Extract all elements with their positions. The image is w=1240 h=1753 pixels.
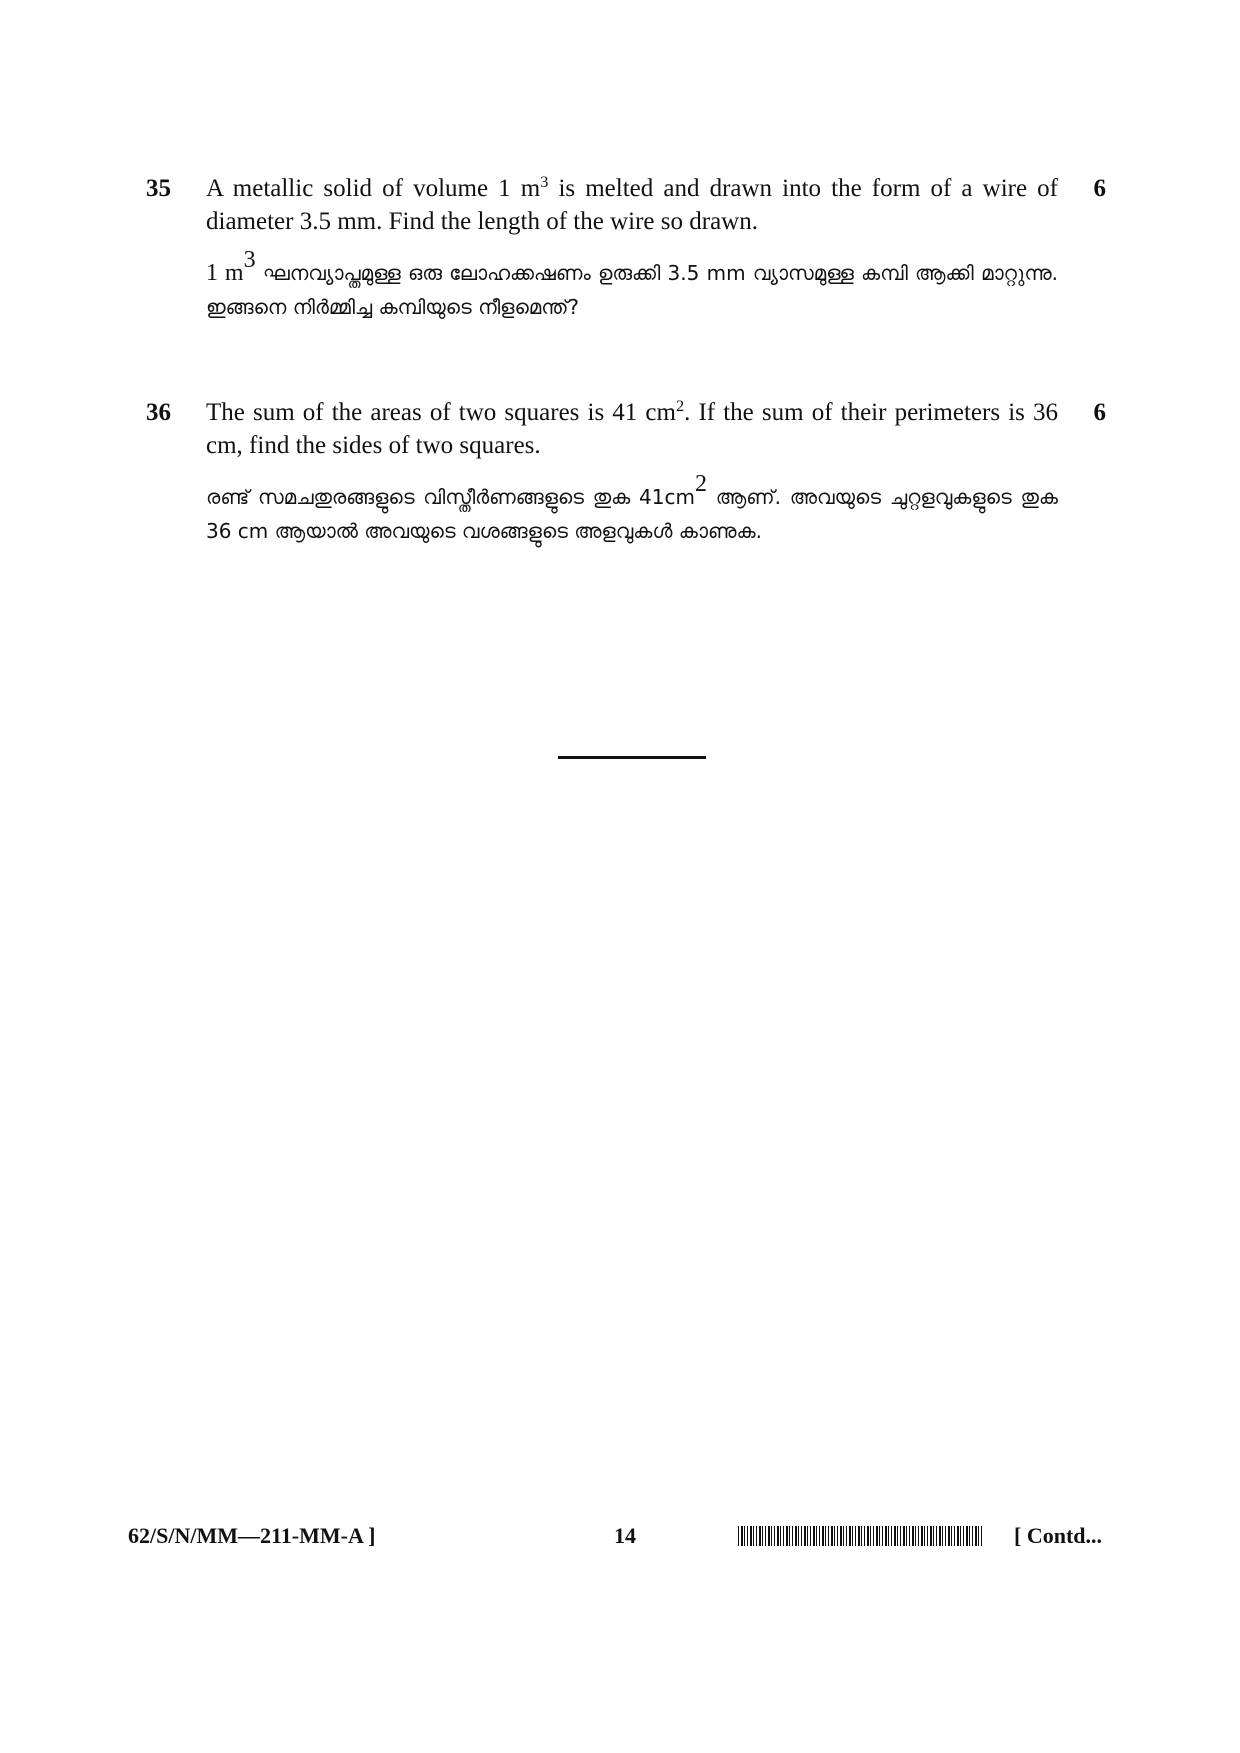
question-marks: 6 — [1093, 175, 1106, 202]
question-number: 36 — [146, 399, 171, 426]
superscript: 3 — [540, 173, 549, 192]
question-number: 35 — [146, 175, 171, 202]
question-marks: 6 — [1093, 399, 1106, 426]
footer-paper-code: 62/S/N/MM—211-MM-A ] — [128, 1523, 376, 1548]
superscript: 3 — [243, 246, 256, 273]
question-36 — [146, 396, 1106, 596]
question-text-english: The sum of the areas of two squares is 41 $cm^2$. If the sum of their perimeters is 36 cm, find the sides of two squares. — [206, 397, 1058, 459]
question-text-malayalam: രണ്ട് സമചതുരങ്ങളുടെ വിസ്തീർണങ്ങളുടെ തുക $41cm^2$ ആണ്. അവയുടെ ചുറ്റളവുകളുടെ തുക 36 cm ആയാൽ അവയുടെ വശങ്ങളുടെ അളവുകൾ കാണുക. — [206, 470, 1058, 543]
footer-contd: [ Contd... — [1014, 1523, 1103, 1548]
question-35 — [146, 172, 1106, 332]
end-of-section-rule — [558, 756, 706, 759]
footer-page-number: 14 — [614, 1523, 636, 1548]
question-text-malayalam: 1 $m^3$ ഘനവ്യാപ്തമുള്ള ഒരു ലോഹക്കഷണം ഉരുക്കി 3.5 mm വ്യാസമുള്ള കമ്പി ആക്കി മാറ്റുന്നു. ഇങ്ങനെ നിർമ്മിച്ച കമ്പിയുടെ നീളമെന്ത്? — [206, 246, 1058, 319]
barcode-icon — [738, 1526, 984, 1546]
superscript: 2 — [675, 397, 685, 416]
superscript: 2 — [694, 470, 707, 497]
question-text-english: A metallic solid of volume 1 $m^3$ is melted and drawn into the form of a wire of diameter 3.5 mm. Find the length of the wire so drawn. — [206, 173, 1058, 235]
